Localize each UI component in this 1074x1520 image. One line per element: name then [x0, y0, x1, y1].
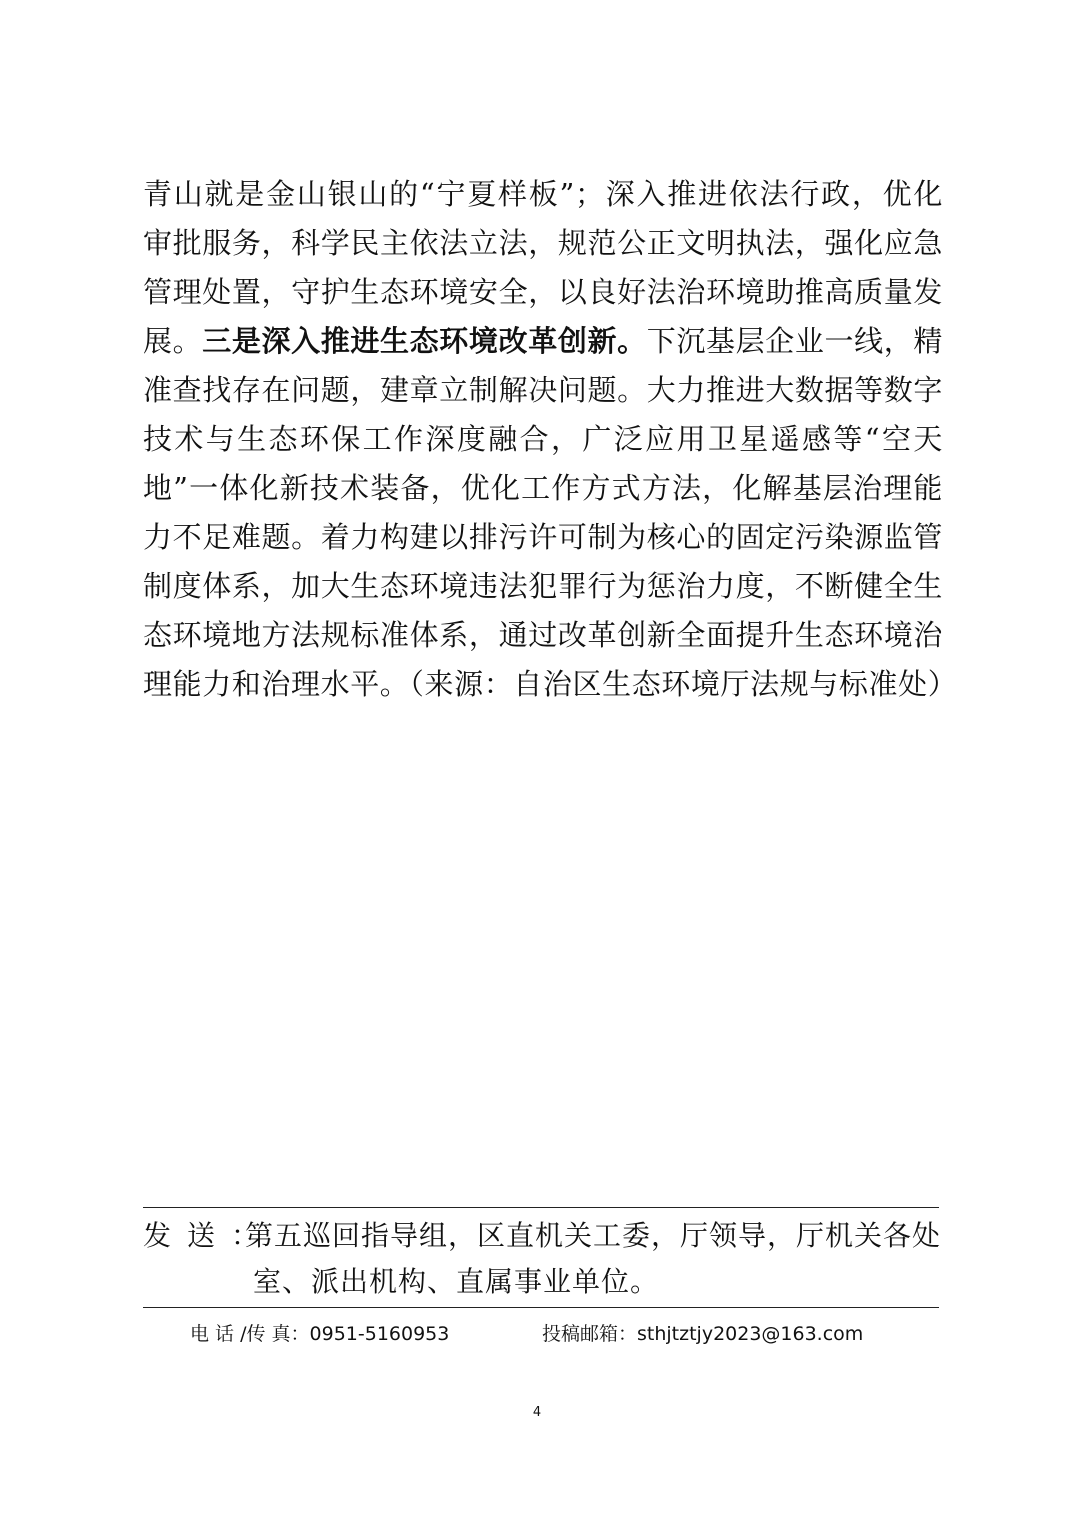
- divider-bottom: [143, 1307, 939, 1308]
- distribution-recipients-line-2: 室、派出机构、直属事业单位。: [253, 1265, 660, 1298]
- page-number: 4: [532, 1405, 542, 1420]
- distribution-label: 发送：: [143, 1219, 276, 1252]
- contact-email: 投稿邮箱：sthjtztjy2023@163.com: [542, 1323, 864, 1345]
- contact-phone: 电 话 /传 真：0951-5160953: [190, 1323, 450, 1345]
- body-paragraph: [143, 170, 958, 709]
- body-text-segment: 青山就是金山银山的“宁夏样板”；深入推进依法行政，优化审批服务，科学民主依法立法，规范公正文明执法，强化应急管理处置，守护生态环境安全，以良好法治环境助推高质量发展。: [143, 177, 943, 358]
- distribution-recipients-line-1: 第五巡回指导组，区直机关工委，厅领导，厅机关各处: [245, 1219, 942, 1252]
- body-text-segment: 下沉基层企业一线，精准查找存在问题，建章立制解决问题。大力推进大数据等数字技术与生态环保工作深度融合，广泛应用卫星遥感等“空天地”一体化新技术装备，优化工作方式方法，化解基层治理能力不足难题。着力构建以排污许可制为核心的固定污染源监管制度体系，加大生态环境违法犯罪行为惩治力度，不断健全生态环境地方法规标准体系，通过改革创新全面提升生态环境治理能力和治理水平。（来源：自治区生态环境厅法规与标准处）: [143, 324, 958, 701]
- divider-top: [143, 1207, 939, 1208]
- body-bold-heading: 三是深入推进生态环境改革创新。: [202, 324, 647, 358]
